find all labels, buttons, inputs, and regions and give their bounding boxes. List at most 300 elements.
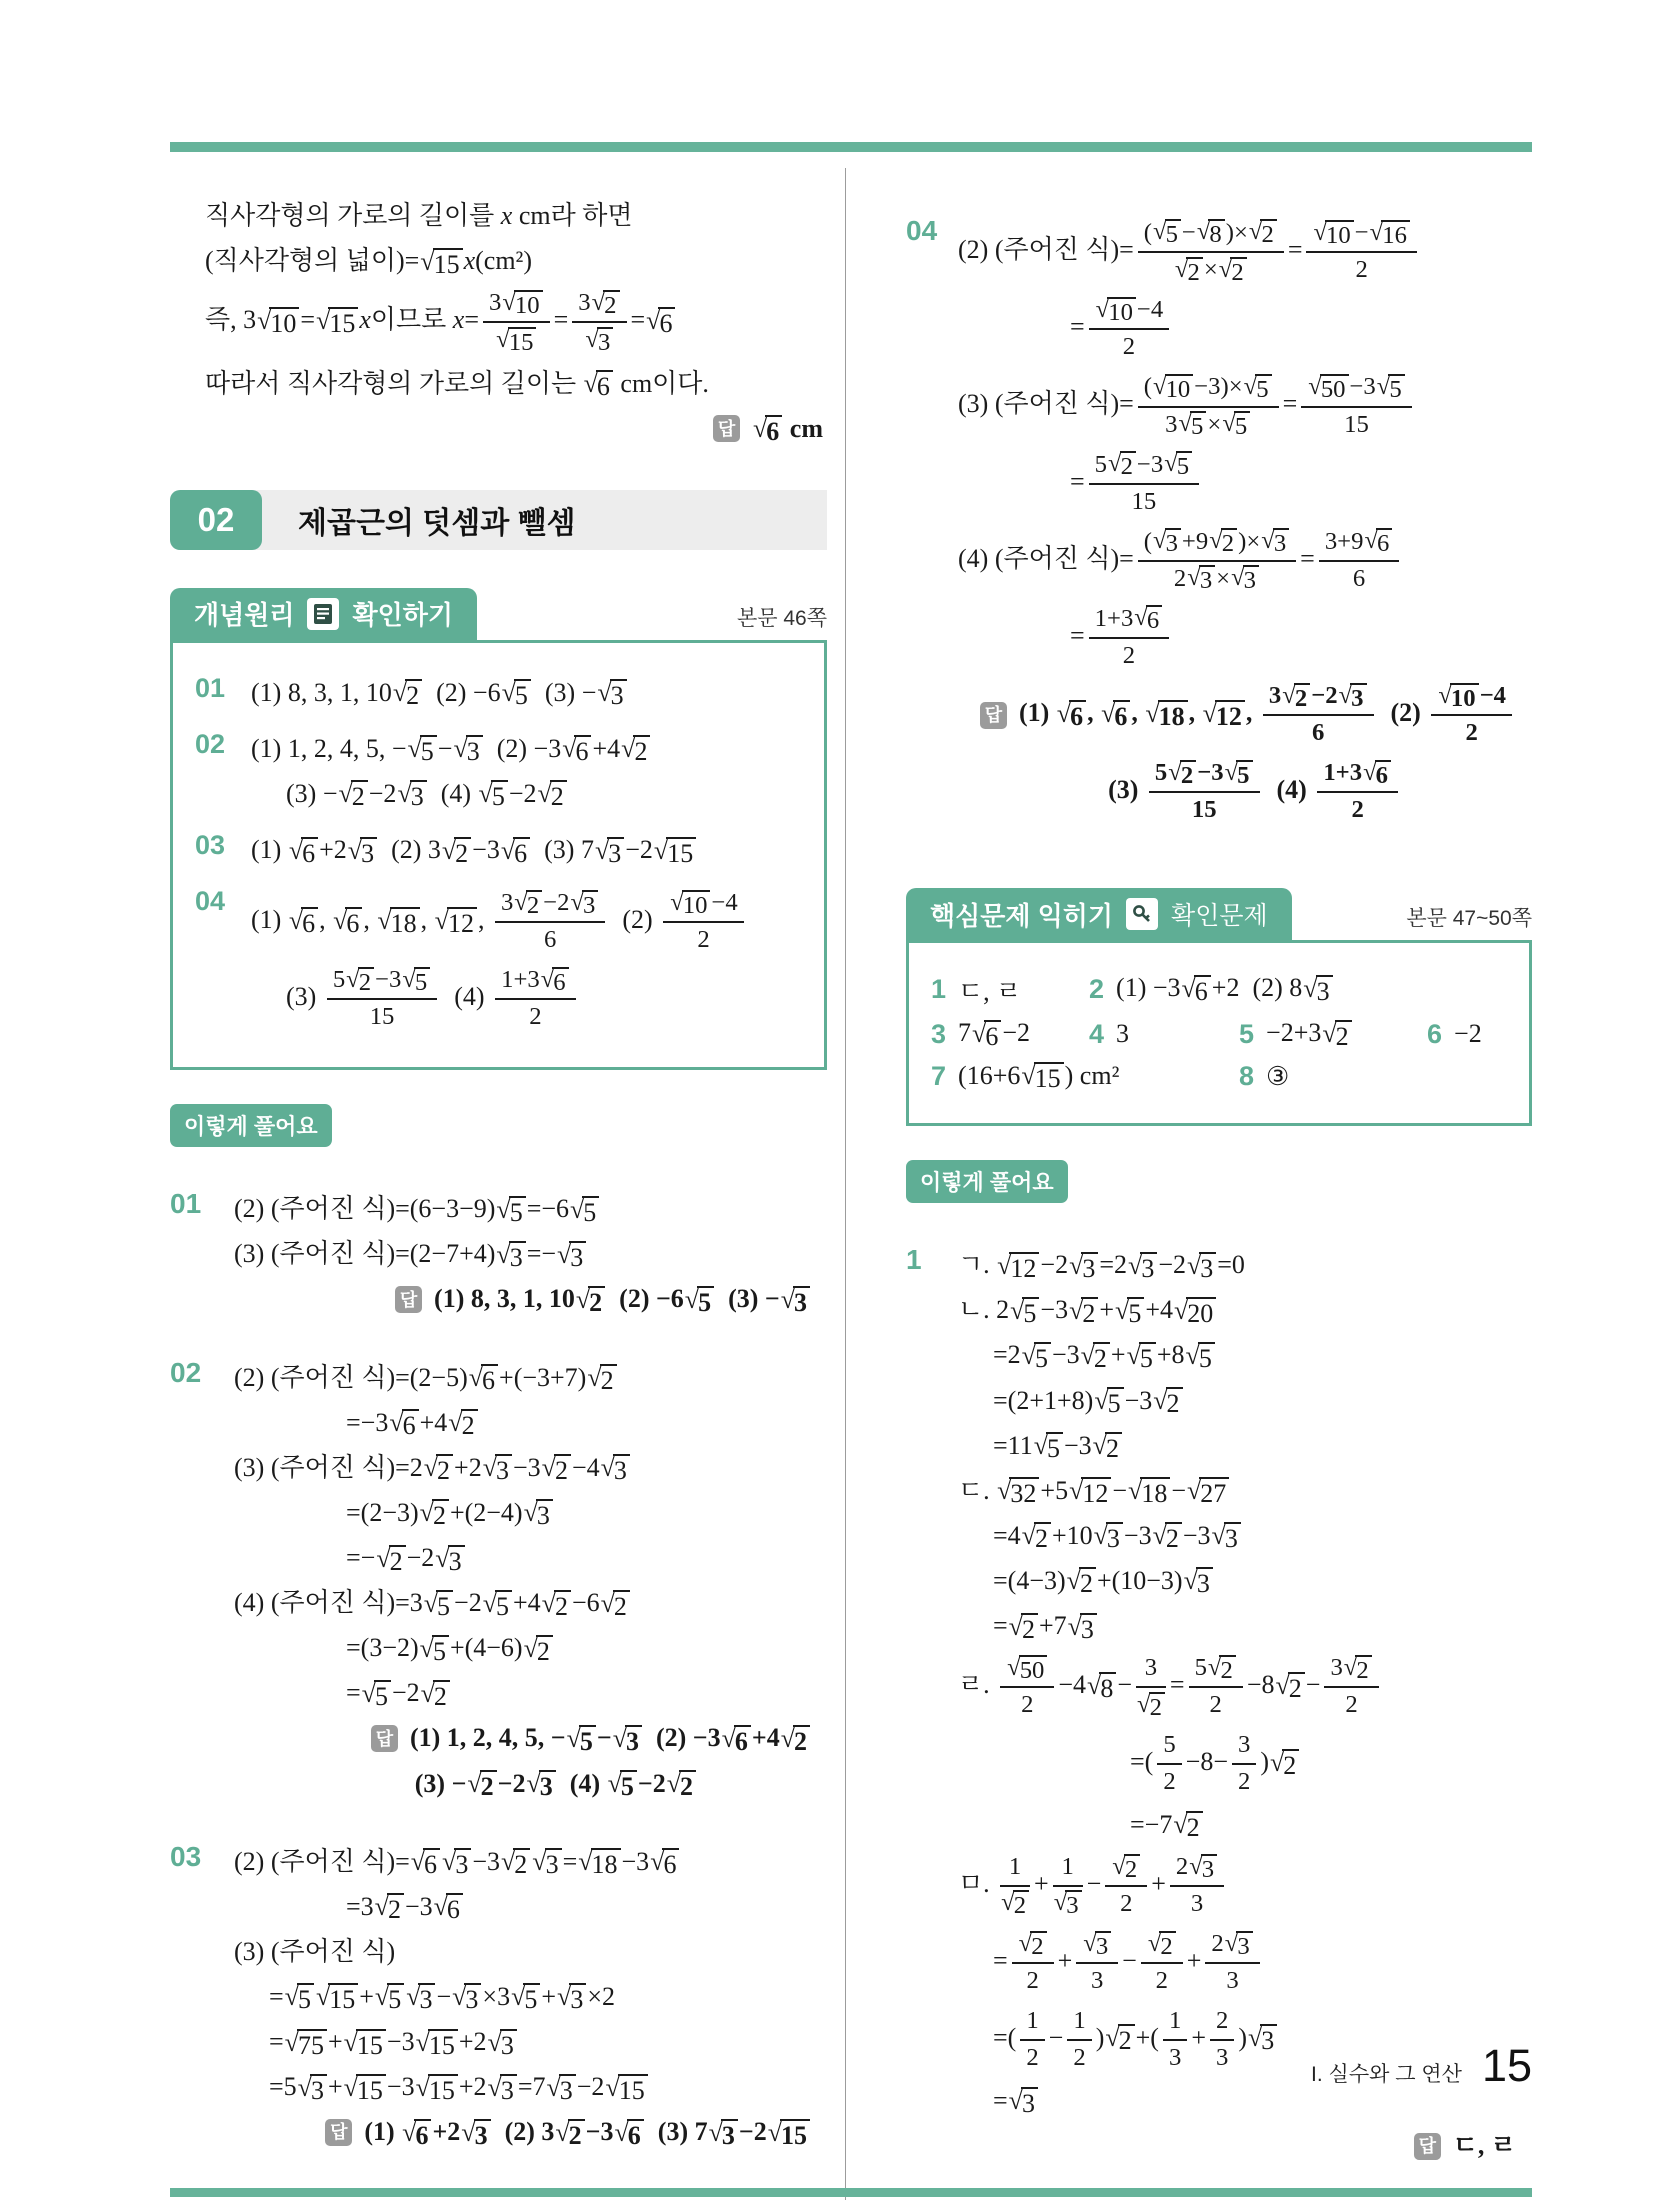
solution-block [170, 1354, 827, 1808]
radicand: 3 [613, 1454, 630, 1485]
radical-sign: √ [333, 905, 348, 935]
sqrt [585, 327, 613, 357]
key-answer-item [1427, 1019, 1507, 1050]
sqrt [1308, 374, 1348, 404]
radicand: 12 [447, 907, 477, 938]
sqrt [453, 735, 482, 766]
denominator: 6 [1352, 564, 1366, 592]
answer-item [195, 725, 802, 818]
radical-sign: √ [1174, 255, 1189, 283]
radicand: 5 [514, 679, 531, 710]
numerator: 1 [1053, 1852, 1083, 1887]
numerator [1141, 1929, 1183, 1964]
radicand: 50 [1320, 374, 1349, 404]
radical-sign: √ [1282, 681, 1296, 709]
radicand: 2 [1105, 1432, 1122, 1463]
radical-sign: √ [1010, 1295, 1025, 1325]
sqrt [1108, 451, 1136, 481]
sqrt [1164, 451, 1192, 481]
sqrt [1225, 760, 1253, 790]
radicand: 10 [269, 307, 299, 338]
left-solutions [170, 1185, 827, 2156]
radical-sign: √ [374, 1982, 390, 2012]
fraction [1000, 1852, 1030, 1920]
key-answer-number: 3 [931, 1018, 947, 1049]
radicand: 8 [1208, 219, 1224, 249]
radical-sign: √ [972, 1018, 987, 1048]
math-expression: =(3−2) √ 5 +(4−6) √ 2 [346, 1633, 554, 1662]
denominator: 2 [1073, 2044, 1086, 2072]
denominator: 2 [1238, 1768, 1251, 1796]
sqrt [1068, 1613, 1097, 1644]
sqrt [1187, 1252, 1216, 1283]
key-answer-value: −2 [1454, 1019, 1482, 1049]
math-expression: =−3 √ 6 +4 √ 2 [346, 1408, 479, 1437]
sqrt [483, 1454, 512, 1485]
sqrt [1153, 1522, 1182, 1553]
radical-sign: √ [297, 2072, 312, 2102]
radicand: 5 [620, 1770, 637, 1801]
radical-sign: √ [402, 965, 416, 993]
radicand: 2 [1186, 257, 1202, 287]
radicand: 3 [1095, 1931, 1111, 1961]
radical-sign: √ [1001, 1889, 1015, 1917]
radicand: 3 [607, 837, 624, 868]
math-line [286, 773, 802, 815]
sqrt [461, 2119, 490, 2150]
sqrt [1377, 374, 1405, 404]
top-accent-bar [170, 142, 1532, 152]
radical-sign: √ [419, 1633, 434, 1663]
numerator [1012, 1929, 1054, 1964]
answer-badge: 답 [1414, 2133, 1441, 2160]
sqrt [1184, 1567, 1213, 1598]
math-line [251, 728, 802, 770]
denominator: 2 [1163, 1768, 1176, 1796]
radical-sign: √ [1153, 372, 1167, 400]
fraction [1263, 681, 1374, 749]
sqrt [1276, 1672, 1305, 1703]
math-line [346, 1672, 827, 1714]
sqrt [420, 1635, 449, 1666]
radical-sign: √ [1364, 527, 1379, 555]
sqrt [1094, 1387, 1123, 1418]
radical-sign: √ [1224, 1929, 1239, 1957]
fraction [1141, 1929, 1183, 1997]
radicand: 6 [414, 2119, 431, 2150]
sqrt [1231, 565, 1259, 595]
answer-line [234, 1278, 827, 1320]
radical-sign: √ [1152, 1521, 1167, 1551]
radical-sign: √ [343, 2072, 358, 2102]
sqrt [1022, 1342, 1051, 1373]
radical-sign: √ [1021, 1521, 1036, 1551]
radical-sign: √ [1021, 1340, 1036, 1370]
radical-sign: √ [1094, 1386, 1109, 1416]
sqrt [1069, 1297, 1098, 1328]
sqrt [1054, 1890, 1082, 1920]
math-expression: =−7 √ 2 [1130, 1810, 1204, 1839]
numerator: √ 50 −3 √ 5 [1301, 372, 1411, 407]
radical-sign: √ [1153, 1386, 1168, 1416]
math-line [346, 1537, 827, 1579]
radical-sign: √ [1243, 372, 1258, 400]
radical-sign: √ [1153, 527, 1167, 555]
radical-sign: √ [468, 1363, 484, 1393]
radical-sign: √ [540, 965, 555, 993]
radicand: 5 [1107, 1387, 1124, 1418]
radical-sign: √ [1343, 1653, 1358, 1681]
sqrt [467, 1770, 496, 1801]
math-line [234, 1188, 827, 1230]
sqrt [1187, 1477, 1229, 1508]
math-expression: (직사각형의 넓이)= √ 15 x(cm²) [205, 246, 532, 279]
fraction [663, 888, 744, 956]
sqrt [1021, 1062, 1063, 1093]
radicand: 32 [1009, 1477, 1039, 1508]
solution-block [170, 1185, 827, 1323]
radicand: 6 [734, 1725, 751, 1756]
radical-sign: √ [315, 1982, 331, 2012]
numerator: √ 10 −4 [663, 888, 744, 923]
math-expression: =2 √ 5 −3 √ 2 + √ 5 +8 √ 5 [993, 1340, 1216, 1369]
radicand: 2 [526, 890, 542, 920]
radical-sign: √ [406, 1982, 421, 2012]
sqrt [621, 735, 650, 766]
radicand: 16 [1381, 220, 1410, 250]
radicand: 5 [297, 1983, 314, 2014]
sqrt [546, 2074, 575, 2105]
sqrt [587, 1364, 616, 1395]
answer-line [205, 408, 827, 450]
radical-sign: √ [288, 835, 304, 865]
radical-sign: √ [511, 1982, 526, 2012]
math-expression: =( $\frac{5}{2}$ −8− $\frac{3}{2}$ ) √ 2 [1130, 1747, 1300, 1776]
math-line [958, 1289, 1532, 1331]
sqrt [1197, 219, 1225, 249]
sqrt [488, 2029, 517, 2060]
math-line [958, 1849, 1532, 1923]
fraction [483, 288, 550, 356]
sqrt [333, 907, 362, 938]
sqrt [285, 1983, 314, 2014]
radical-sign: √ [501, 1847, 516, 1877]
numerator: 2 √ 3 [1170, 1852, 1224, 1887]
sqrt [1145, 700, 1187, 731]
math-line [958, 215, 1532, 289]
radicand: 2 [1219, 1655, 1235, 1685]
radicand: 3 [360, 837, 377, 868]
denominator: 15 [1344, 410, 1369, 438]
sqrt [567, 1725, 596, 1756]
math-expression: (1) 1, 2, 4, 5, − √ 5 − √ 3 (2) −3 √ 6 +4 √ 2 [410, 1717, 811, 1759]
numerator: 1+3 √ 6 [495, 965, 576, 1000]
fraction [1301, 372, 1411, 440]
sqrt [424, 1590, 453, 1621]
sqrt [1261, 528, 1289, 558]
radicand: 12 [1215, 700, 1245, 731]
numerator: ( √ 3 +9 √ 2 )× √ 3 [1138, 527, 1296, 562]
radical-sign: √ [1218, 255, 1233, 283]
radical-sign: √ [1083, 1929, 1097, 1957]
numerator: 1 [1163, 2006, 1187, 2041]
radical-sign: √ [780, 1723, 795, 1753]
radical-sign: √ [1196, 218, 1211, 246]
radical-sign: √ [1069, 1476, 1084, 1506]
sqrt [1069, 1252, 1098, 1283]
math-expression: ㄷ, ㄹ [1452, 2131, 1516, 2161]
denominator: 6 [1312, 719, 1325, 747]
math-expression: (2) (주어진 식)= √ 6 √ 3 −3 √ 2 √ 3 = √ 18 −3 √ 6 [234, 1847, 680, 1876]
radical-sign: √ [389, 1408, 404, 1438]
sqrt [1178, 411, 1206, 441]
denominator: 2 [697, 926, 710, 954]
math-line [234, 1582, 827, 1624]
sqrt [424, 1454, 453, 1485]
radical-sign: √ [496, 1194, 511, 1224]
sqrt [685, 1286, 714, 1317]
sqrt [1105, 2024, 1134, 2055]
radical-sign: √ [1168, 758, 1182, 786]
math-expression: (3) 5 √ 2 −3 √ 5 15 (4) 1+3 √ 6 2 [286, 982, 580, 1011]
radical-sign: √ [1092, 1431, 1107, 1461]
radical-sign: √ [392, 678, 408, 708]
radical-sign: √ [1178, 409, 1193, 437]
radicand: 8 [1099, 1672, 1116, 1703]
math-expression: = √ 5 √ 15 + √ 5 √ 3 − √ 3 ×3 √ 5 + √ 3 ×2 [269, 1982, 615, 2015]
sqrt [376, 1545, 405, 1576]
radicand: 10 [682, 890, 711, 920]
sqrt [285, 2029, 327, 2060]
denominator: 2 [1351, 796, 1364, 824]
radical-sign: √ [1248, 218, 1263, 246]
radical-sign: √ [496, 325, 510, 353]
fraction [1232, 1730, 1256, 1798]
numerator: 3+9 √ 6 [1319, 527, 1400, 562]
radical-sign: √ [1080, 1340, 1095, 1370]
denominator [572, 323, 626, 356]
radical-sign: √ [452, 1982, 467, 2012]
sqrt [570, 1196, 599, 1227]
key-answer-box [906, 940, 1532, 1126]
denominator: 2 √ 3 × √ 3 [1138, 562, 1296, 595]
math-line [269, 2021, 827, 2063]
sqrt [613, 1725, 642, 1756]
radicand: 2 [1230, 257, 1246, 287]
radical-sign: √ [557, 1982, 572, 2012]
key-icon [1126, 898, 1158, 930]
math-line [269, 2066, 827, 2108]
numerator: 1 [1067, 2006, 1091, 2041]
answer-line [958, 2125, 1532, 2167]
denominator: 2 [1345, 1691, 1358, 1719]
radicand: 5 [1255, 374, 1271, 404]
radical-sign: √ [448, 1408, 463, 1438]
numerator: 3 √ 2 [572, 288, 626, 323]
radical-sign: √ [1093, 1521, 1108, 1551]
key-answer-number: 1 [931, 974, 947, 1005]
radical-sign: √ [684, 1284, 700, 1314]
sqrt [538, 780, 567, 811]
math-expression: (1) √ 6 +2 √ 3 (2) 3 √ 2 −3 √ 6 (3) 7 √ 3 −2 √ 15 [364, 2111, 811, 2153]
radical-sign: √ [1187, 564, 1201, 592]
fraction [1138, 527, 1296, 595]
math-line [205, 363, 827, 405]
denominator: 3 √ 5 × √ 5 [1138, 408, 1279, 441]
key-answer-value: −2+3 √ 2 [1266, 1018, 1353, 1051]
sqrt [615, 2119, 644, 2150]
radical-sign: √ [1115, 1295, 1130, 1325]
radicand: 6 [1375, 760, 1391, 790]
math-line [346, 1492, 827, 1534]
radicand: 15 [328, 307, 358, 338]
sqrt [1203, 700, 1245, 731]
sqrt [346, 967, 374, 997]
radicand: 3 [466, 735, 483, 766]
math-line [993, 1380, 1532, 1422]
sqrt [1093, 1432, 1122, 1463]
numerator: 1+3 √ 6 [1089, 604, 1170, 639]
radicand: 6 [765, 415, 782, 446]
solution-block-1 [906, 1241, 1532, 2170]
fraction [495, 888, 605, 956]
radical-sign: √ [1069, 1295, 1084, 1325]
radicand: 2 [432, 1499, 449, 1530]
radical-sign: √ [523, 1633, 538, 1663]
sqrt [1153, 219, 1181, 249]
radicand: 3 [1196, 1567, 1213, 1598]
numerator: 5 √ 2 [1189, 1653, 1243, 1688]
radicand: 2 [436, 1454, 453, 1485]
math-expression: =(4−3) √ 2 +(10−3) √ 3 [993, 1566, 1214, 1595]
answer-badge: 답 [395, 1286, 422, 1313]
sqrt [1222, 411, 1250, 441]
radicand: 2 [793, 1725, 810, 1756]
radical-sign: √ [721, 1723, 736, 1753]
numerator [1105, 1852, 1147, 1887]
sqrt [406, 1983, 435, 2014]
radicand: 6 [1376, 528, 1392, 558]
radical-sign: √ [541, 1588, 556, 1618]
radical-sign: √ [435, 1543, 450, 1573]
fraction [1319, 527, 1400, 595]
sqrt [501, 1848, 530, 1879]
numerator: 1 [1020, 2006, 1044, 2041]
math-line [993, 1605, 1532, 1647]
radical-sign: √ [621, 734, 636, 764]
radicand: 2 [1118, 2024, 1135, 2055]
sqrt [501, 837, 530, 868]
denominator: 2 [1355, 256, 1368, 284]
radical-sign: √ [1069, 1250, 1084, 1280]
math-line [1070, 447, 1532, 521]
document-icon [307, 598, 339, 630]
key-answer-item [1239, 1061, 1507, 1092]
denominator: 2 [1026, 2044, 1039, 2072]
sqrt [972, 1020, 1001, 1051]
radical-sign: √ [1186, 1250, 1202, 1280]
math-line [993, 1926, 1532, 2000]
radical-sign: √ [780, 1284, 795, 1314]
math-expression: (2) (주어진 식)= ( √ 5 − √ 8 )× √ 2 √ 2 × √ 2 = √ 10 − √ 16 2 [958, 235, 1421, 264]
sqrt [1270, 1749, 1299, 1780]
denominator: 3 [1091, 1967, 1104, 1995]
radicand: 3 [410, 780, 427, 811]
radical-sign: √ [1033, 1431, 1048, 1461]
radicand: 2 [1221, 528, 1237, 558]
radical-sign: √ [501, 678, 516, 708]
right-column [846, 168, 1532, 2200]
sqrt [1134, 605, 1162, 635]
concept-page-reference: 본문 46쪽 [736, 606, 827, 630]
math-expression: ㄹ. √ 50 2 −4 √ 8 − 3 √ 2 = 5 √ 2 2 −8 √ 2 − 3 √ 2 2 [958, 1670, 1383, 1699]
radicand: 2 [358, 967, 374, 997]
radicand: 15 [356, 2029, 386, 2060]
sqrt [1112, 1854, 1140, 1884]
sqrt [407, 735, 436, 766]
math-line [205, 285, 827, 359]
radical-sign: √ [666, 1769, 681, 1799]
answer-item-number: 02 [195, 728, 226, 759]
radicand: 15 [356, 2074, 386, 2105]
sqrt [448, 1409, 477, 1440]
radicand: 5 [509, 1196, 526, 1227]
key-answer-number: 7 [931, 1061, 947, 1092]
math-expression: (3) (주어진 식)= ( √ 10 −3)× √ 5 3 √ 5 × √ 5 = √ 50 −3 √ 5 15 [958, 389, 1416, 418]
math-line [993, 1334, 1532, 1376]
denominator: 2 [529, 1003, 542, 1031]
sqrt [375, 1983, 404, 2014]
sqrt [997, 1477, 1039, 1508]
denominator: 2 [1021, 1691, 1034, 1719]
radicand: 6 [658, 307, 675, 338]
radical-sign: √ [257, 305, 272, 335]
answer-item-body [251, 826, 802, 874]
radicand: 5 [1198, 1342, 1215, 1373]
answer-item [195, 882, 802, 1039]
sqrt [555, 2119, 584, 2150]
math-expression: 따라서 직사각형의 가로의 길이는 √ 6 cm이다. [205, 368, 709, 402]
radicand: 5 [414, 967, 430, 997]
sqrt [377, 907, 419, 938]
radicand: 3 [454, 1848, 471, 1879]
radicand: 2 [454, 837, 471, 868]
radical-sign: √ [1376, 372, 1391, 400]
radicand: 5 [420, 735, 437, 766]
key-answer-value: (1) −3 √ 6 +2 (2) 8 √ 3 [1116, 973, 1334, 1006]
radical-sign: √ [585, 325, 599, 353]
radicand: 3 [597, 327, 613, 357]
sqrt [768, 2119, 810, 2150]
variable: x [500, 201, 513, 230]
radical-sign: √ [461, 2117, 476, 2147]
radicand: 6 [574, 735, 591, 766]
radicand: 15 [428, 2029, 458, 2060]
radicand: 5 [579, 1725, 596, 1756]
fraction [327, 965, 437, 1033]
answer-badge: 답 [325, 2119, 352, 2146]
sqrt [1009, 1613, 1038, 1644]
math-expression: (4) (주어진 식)= ( √ 3 +9 √ 2 )× √ 3 2 √ 3 × √ 3 = 3+9 √ 6 6 [958, 544, 1403, 573]
sqrt [542, 1454, 571, 1485]
math-expression: =− √ 2 −2 √ 3 [346, 1543, 466, 1572]
key-tab-label-left: 핵심문제 익히기 [930, 900, 1114, 931]
radical-sign: √ [467, 1769, 482, 1799]
fraction [1163, 2006, 1187, 2074]
answer-badge: 답 [713, 415, 740, 442]
radicand: 2 [550, 780, 567, 811]
sqrt [435, 907, 477, 938]
